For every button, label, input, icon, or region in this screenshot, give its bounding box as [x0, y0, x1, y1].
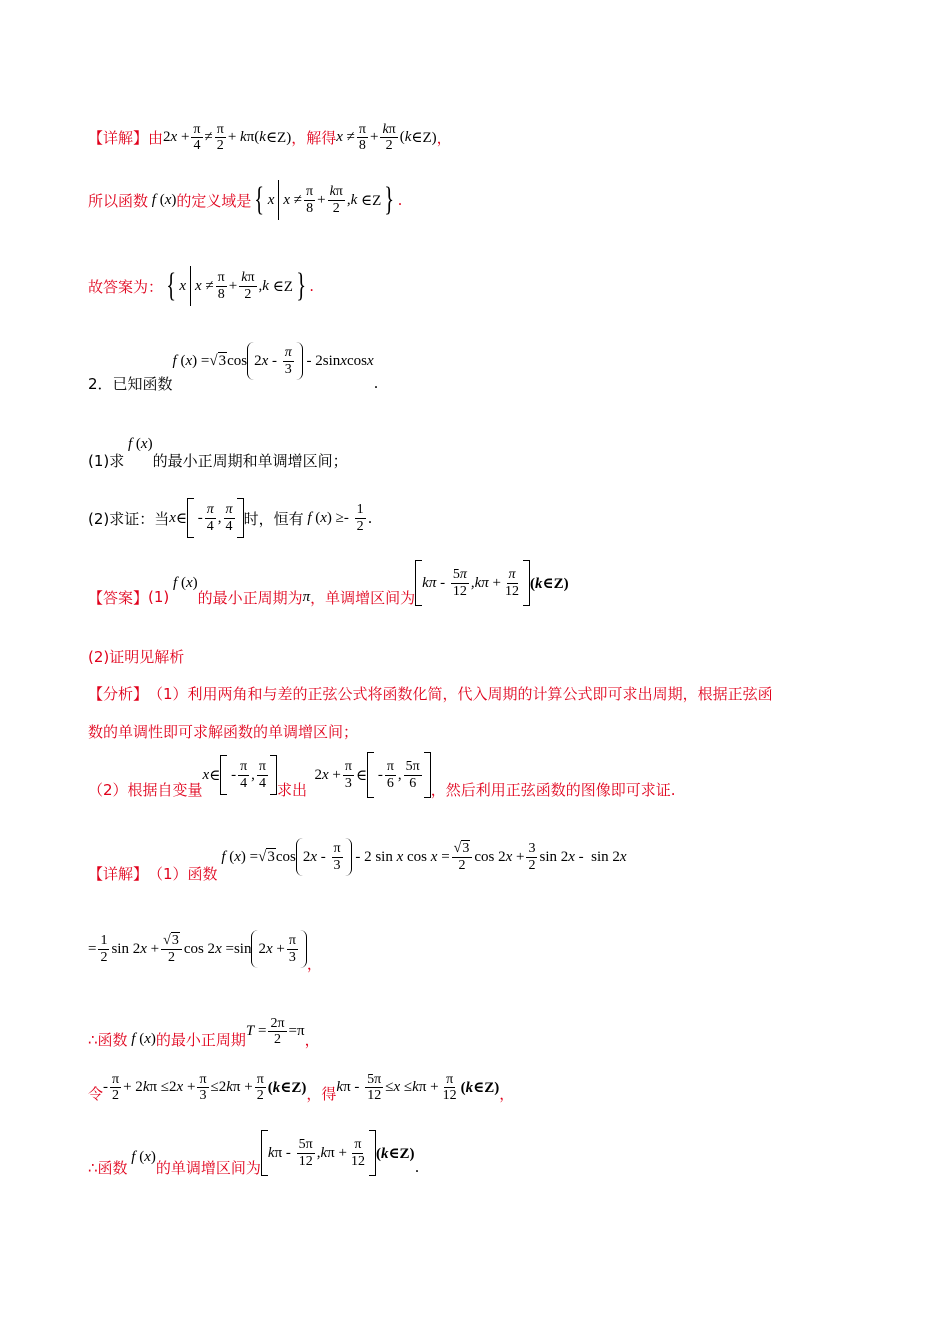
- text: ，解得: [291, 129, 337, 148]
- formula: x ≠ $\frac{\pi}{8}$ + $\frac{k\pi}{2}$ ( k ∈Z): [336, 122, 437, 154]
- text: 的单调增区间为: [155, 1158, 261, 1177]
- text: ∴函数: [88, 1158, 128, 1177]
- text: 由: [148, 129, 164, 148]
- question-2-part-1: [88, 436, 348, 470]
- detail-tag: 【详解】: [88, 864, 149, 883]
- formula: f ( x ): [131, 1031, 156, 1048]
- question-2: [88, 345, 379, 393]
- detail-line-1: [88, 122, 452, 154]
- text: ，然后利用正弦函数的图像即可求证.: [430, 780, 676, 799]
- formula: f ( x ): [131, 1148, 156, 1165]
- detail-2-line-2: [88, 930, 322, 973]
- formula: f ( x ): [128, 436, 153, 452]
- formula: k π - $\frac{5\pi}{12}$ , kπ + $\frac{\pi}{12}$ (k∈Z): [415, 560, 568, 606]
- text: 故答案为：: [88, 277, 164, 296]
- answer-line-1: [88, 560, 569, 606]
- detail-line-2: [88, 180, 402, 220]
- detail-tag: 【详解】: [88, 129, 149, 148]
- text: (1)求: [88, 452, 125, 470]
- formula: x ∈ - $\frac{\pi}{4}$ , $\frac{\pi}{4}$: [169, 498, 243, 538]
- text: ∴函数: [88, 1031, 128, 1050]
- analysis-line-3: [88, 752, 676, 798]
- text: 时，恒有: [243, 509, 304, 528]
- formula: T = $\frac{2\pi}{2}$ =π: [245, 1016, 305, 1048]
- formula: - $\frac{\pi}{2}$ + 2 k π ≤2 x + $\frac{\pi}{3}$ ≤2 k π + $\frac{\pi}{2}$ (k∈Z): [103, 1072, 307, 1104]
- text: 的最小正周期和单调增区间；: [152, 452, 348, 470]
- text: （2）根据自变量: [88, 780, 203, 799]
- formula: { x x ≠ $\frac{\pi}{8}$ + $\frac{k\pi}{2}$ , k ∈Z }: [166, 267, 307, 304]
- formula: f ( x ) =√ 3 cos 2 x - $\frac{\pi}{3}$ - 2sin x cos x: [173, 342, 374, 380]
- text: ，单调增区间为: [310, 588, 416, 607]
- text: .: [414, 1158, 420, 1176]
- text: （1）函数: [148, 864, 218, 883]
- text: （1）利用两角和与差的正弦公式将函数化简，代入周期的计算公式即可求出周期，根据正弦函: [148, 685, 773, 703]
- text: ，: [436, 129, 452, 148]
- text: .: [309, 277, 315, 295]
- formula: f ( x ): [173, 574, 198, 591]
- detail-2-line-4: [88, 1072, 514, 1104]
- formula: π: [302, 588, 311, 605]
- text: ，: [499, 1085, 515, 1104]
- answer-tag: 【答案】: [88, 588, 149, 607]
- analysis-line-1: [88, 683, 773, 704]
- question-2-part-2: [88, 498, 372, 538]
- text: .: [397, 191, 403, 209]
- text: ，: [306, 954, 322, 973]
- text: .: [367, 509, 373, 527]
- analysis-tag: 【分析】: [88, 685, 149, 703]
- text: 令: [88, 1085, 104, 1104]
- text: 的定义域是: [176, 191, 252, 210]
- text: 所以函数: [88, 191, 149, 210]
- text: 求出: [276, 780, 307, 799]
- text: 数的单调性即可求解函数的单调增区间；: [88, 723, 359, 741]
- text: (2)证明见解析: [88, 648, 185, 666]
- formula: f ( x ): [151, 191, 177, 208]
- formula: k π - $\frac{5\pi}{12}$ , k π + $\frac{\pi}{12}$ (k∈Z): [261, 1130, 415, 1176]
- detail-2-line-5: [88, 1130, 419, 1176]
- answer-line: [88, 266, 314, 306]
- formula: { x x ≠ $\frac{\pi}{8}$ + $\frac{k\pi}{2}$ , k ∈Z }: [254, 181, 395, 218]
- detail-2-line-1: [88, 840, 627, 883]
- text: 2．已知函数: [88, 374, 173, 393]
- formula: k π - $\frac{5\pi}{12}$ ≤ x ≤ k π + $\frac{\pi}{12}$ (k∈Z): [336, 1072, 500, 1104]
- text: 的最小正周期为: [197, 588, 303, 607]
- text: (1): [148, 588, 170, 606]
- detail-2-line-3: [88, 1016, 320, 1048]
- formula: f ( x ) ≥- $\frac{1}{2}$: [307, 502, 364, 534]
- formula: 2 x + $\frac{\pi}{4}$ ≠ $\frac{\pi}{2}$ + k π( k ∈Z): [163, 122, 292, 154]
- text: 的最小正周期: [155, 1031, 246, 1050]
- formula: x ∈ - $\frac{\pi}{4}$ , $\frac{\pi}{4}$: [203, 755, 277, 795]
- analysis-line-2: [88, 721, 358, 742]
- text: ，得: [306, 1085, 337, 1104]
- text: (2)求证：当: [88, 509, 170, 528]
- formula: = $\frac{1}{2}$ sin 2 x + $\frac{√3}{2}$ cos 2 x =sin 2 x + $\frac{\pi}{3}$: [88, 930, 307, 968]
- formula: f ( x ) =√ 3 cos 2 x - $\frac{\pi}{3}$ - 2 sin x cos x = $\frac{√3}{2}$ cos 2 x + $\frac{3}{2}$ sin 2 x - sin 2 x: [218, 838, 627, 876]
- formula: 2 x + $\frac{\pi}{3}$ ∈ - $\frac{\pi}{6}$ , $\frac{5\pi}{6}$: [307, 752, 431, 798]
- text: .: [373, 374, 379, 392]
- answer-line-2: [88, 646, 184, 667]
- text: ，: [304, 1031, 320, 1050]
